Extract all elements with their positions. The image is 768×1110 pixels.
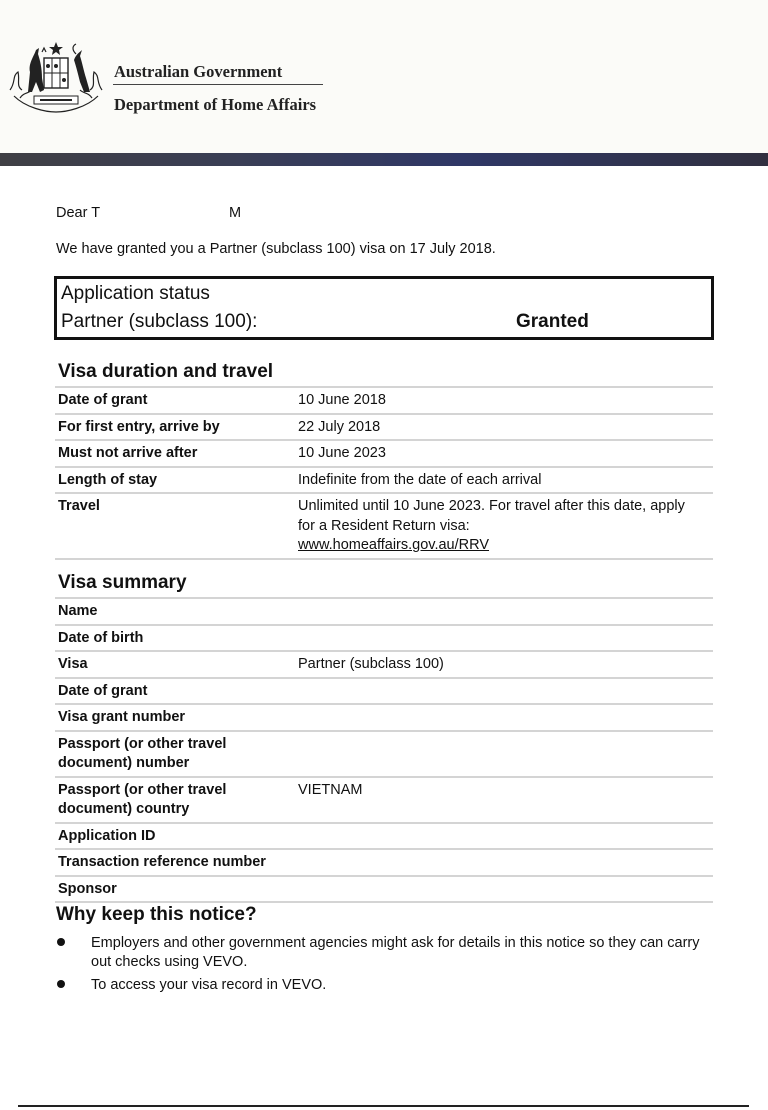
status-heading: Application status	[61, 283, 210, 304]
summary-section-title: Visa summary	[58, 572, 187, 593]
summary-table	[55, 597, 713, 903]
travel-text: Unlimited until 10 June 2023. For travel after this date, apply for a Resident Return visa:	[298, 498, 685, 534]
table-row	[55, 415, 713, 442]
table-row	[55, 599, 713, 626]
coat-of-arms-icon	[6, 38, 106, 116]
row-value: VIETNAM	[298, 781, 363, 798]
government-title: Australian Government	[114, 62, 283, 81]
row-value: 10 June 2018	[298, 392, 386, 408]
row-label: Name	[58, 603, 98, 619]
row-label: Date of grant	[58, 682, 148, 699]
row-value: Indefinite from the date of each arrival	[298, 471, 542, 488]
row-label: Passport (or other travel document) number	[58, 735, 227, 771]
duration-table	[55, 386, 713, 560]
row-label: Visa	[58, 656, 88, 672]
row-value: 10 June 2023	[298, 445, 386, 461]
list-item	[56, 976, 706, 995]
row-value	[298, 735, 713, 774]
application-status-box	[54, 276, 714, 340]
status-value: Granted	[516, 311, 589, 332]
list-item-text: To access your visa record in VEVO.	[91, 977, 327, 993]
row-label: Travel	[58, 498, 100, 514]
table-row	[55, 778, 713, 824]
row-label: Date of birth	[58, 629, 144, 646]
why-keep-list	[56, 934, 706, 999]
letterhead	[0, 0, 768, 153]
table-row	[55, 824, 713, 851]
duration-section-title: Visa duration and travel	[58, 361, 274, 382]
table-row	[55, 388, 713, 415]
bullet-icon	[57, 980, 65, 988]
row-label: Transaction reference number	[58, 854, 266, 870]
row-value	[298, 602, 713, 622]
row-value	[298, 827, 713, 847]
table-row	[55, 679, 713, 706]
row-label: Sponsor	[58, 880, 117, 897]
table-row	[55, 652, 713, 679]
table-row	[55, 494, 713, 560]
row-value	[298, 629, 713, 649]
footer-divider	[18, 1105, 749, 1107]
row-value: 22 July 2018	[298, 418, 381, 435]
table-row	[55, 441, 713, 468]
list-item-text: Employers and other government agencies might ask for details in this notice so they can carry out checks using VEVO.	[91, 935, 700, 970]
row-label: For first entry, arrive by	[58, 418, 220, 435]
row-value	[298, 880, 713, 900]
department-title: Department of Home Affairs	[114, 95, 317, 114]
why-keep-title: Why keep this notice?	[56, 904, 257, 925]
table-row	[55, 705, 713, 732]
header-band	[0, 153, 768, 166]
row-value: Partner (subclass 100)	[298, 656, 444, 672]
row-value	[298, 497, 713, 556]
row-value	[298, 853, 713, 873]
row-label: Passport (or other travel document) country	[58, 781, 227, 817]
row-label: Date of grant	[58, 392, 148, 408]
salutation: Dear T	[56, 205, 101, 221]
row-label: Visa grant number	[58, 709, 186, 725]
status-visa-label: Partner (subclass 100):	[61, 311, 258, 332]
row-value	[298, 682, 713, 702]
row-label: Length of stay	[58, 471, 158, 488]
bullet-icon	[57, 938, 65, 946]
table-row	[55, 626, 713, 653]
row-label: Application ID	[58, 827, 156, 844]
table-row	[55, 732, 713, 778]
list-item	[56, 934, 706, 972]
rrv-link[interactable]: www.homeaffairs.gov.au/RRV	[298, 537, 490, 553]
intro-text: We have granted you a Partner (subclass 100) visa on 17 July 2018.	[56, 241, 496, 257]
letterhead-divider	[113, 84, 323, 85]
table-row	[55, 877, 713, 904]
salutation-surname: M	[229, 205, 242, 221]
row-label: Must not arrive after	[58, 445, 198, 461]
table-row	[55, 468, 713, 495]
row-value	[298, 708, 713, 728]
table-row	[55, 850, 713, 877]
